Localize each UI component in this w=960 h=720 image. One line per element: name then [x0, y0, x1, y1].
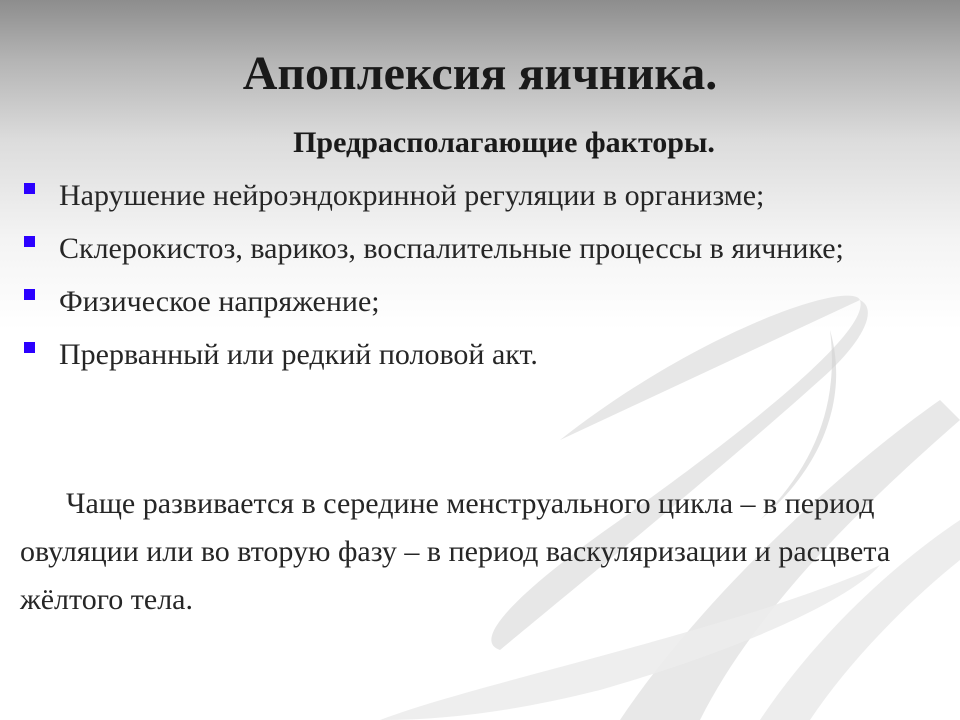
- bullet-text: Прерванный или редкий половой акт.: [59, 338, 538, 371]
- bullet-item: [22, 225, 922, 273]
- slide-title: Апоплексия яичника.: [242, 47, 718, 100]
- slide-subtitle: Предрасполагающие факторы.: [293, 126, 715, 159]
- square-bullet-icon: [24, 236, 35, 247]
- bullet-text: Физическое напряжение;: [59, 285, 380, 318]
- bullet-text: Склерокистоз, варикоз, воспалительные процессы в яичнике;: [59, 232, 844, 265]
- bullet-item: [22, 278, 922, 326]
- bullet-item: [22, 331, 922, 379]
- bullet-text: Нарушение нейроэндокринной регуляции в организме;: [59, 179, 765, 212]
- bullet-item: [22, 172, 922, 220]
- square-bullet-icon: [24, 342, 35, 353]
- bullet-list: [22, 172, 922, 379]
- square-bullet-icon: [24, 289, 35, 300]
- body-paragraph: Чаще развивается в середине менструального цикла – в период овуляции или во вторую фазу – в период васкуляризации и расцвета жёлтого тела.: [20, 487, 891, 616]
- square-bullet-icon: [24, 183, 35, 194]
